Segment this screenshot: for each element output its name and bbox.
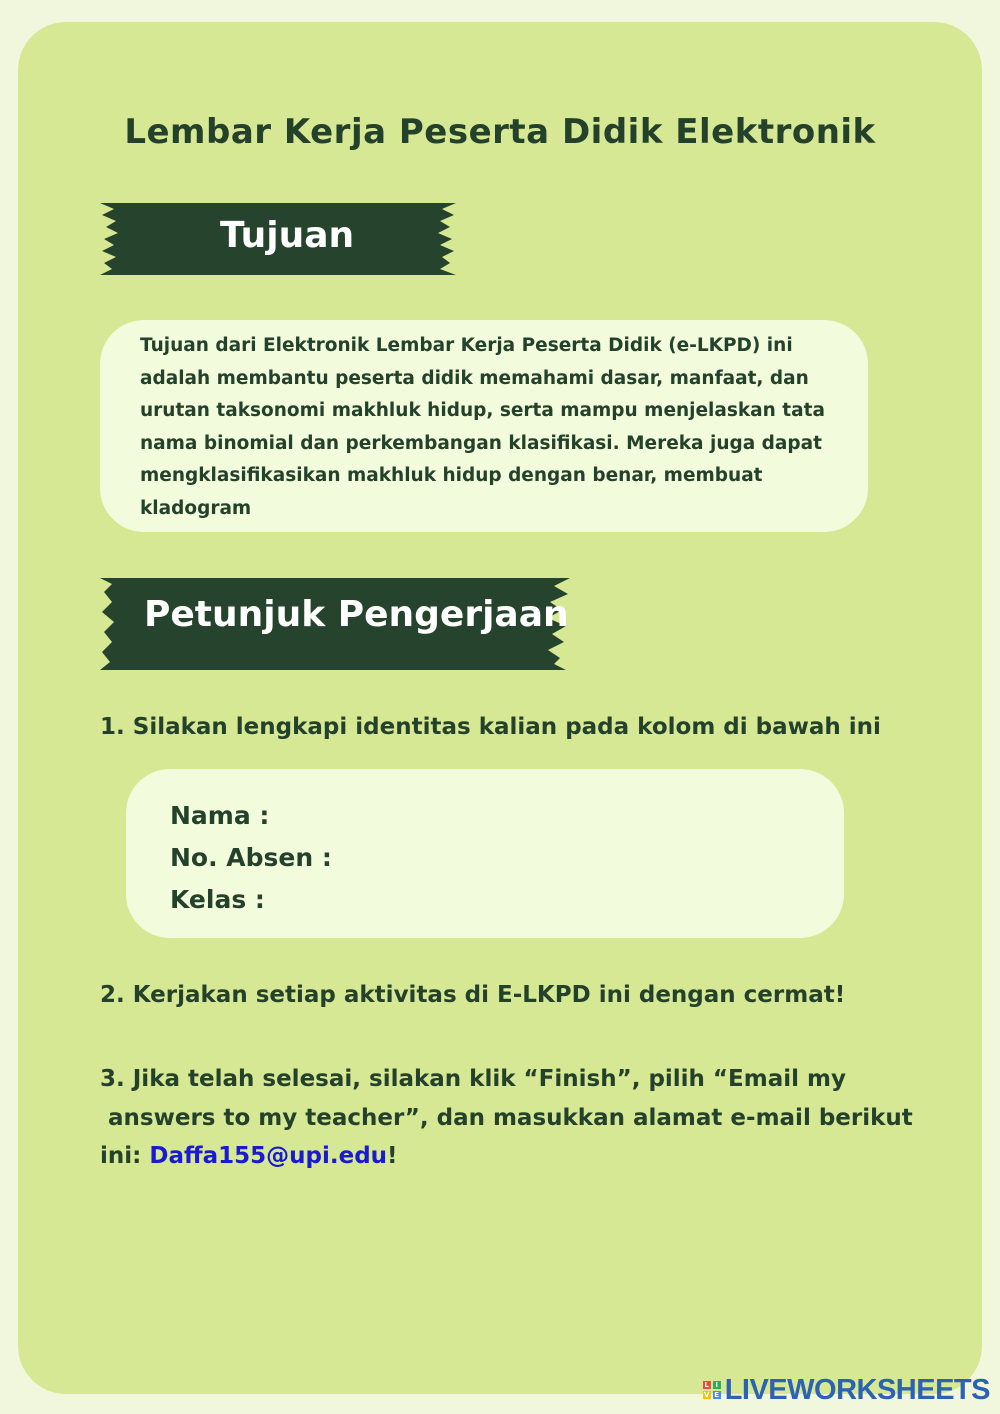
instruction-step-1: 1. Silakan lengkapi identitas kalian pada kolom di bawah ini bbox=[100, 714, 881, 740]
step3-line3 bbox=[100, 1137, 913, 1176]
logo-letter: I bbox=[713, 1381, 721, 1389]
goal-text-box bbox=[100, 320, 868, 532]
instruction-step-2: 2. Kerjakan setiap aktivitas di E-LKPD ini dengan cermat! bbox=[100, 982, 846, 1008]
teacher-email: Daffa155@upi.edu bbox=[149, 1143, 388, 1169]
instruction-step-3 bbox=[100, 1060, 913, 1176]
liveworksheets-logo bbox=[703, 1374, 990, 1406]
goal-heading: Tujuan bbox=[220, 215, 355, 256]
instructions-banner bbox=[100, 578, 572, 670]
step3-line2: answers to my teacher”, dan masukkan alamat e-mail berikut bbox=[100, 1104, 913, 1131]
instructions-heading: Petunjuk Pengerjaan bbox=[144, 594, 569, 635]
class-label: Kelas : bbox=[170, 885, 265, 914]
brand-name: LIVEWORKSHEETS bbox=[724, 1373, 990, 1406]
logo-letter: V bbox=[703, 1391, 710, 1399]
page-title: Lembar Kerja Peserta Didik Elektronik bbox=[124, 112, 876, 152]
step3-line3-prefix: ini: bbox=[100, 1143, 150, 1169]
logo-grid-icon bbox=[703, 1381, 721, 1399]
step3-line3-suffix: ! bbox=[387, 1143, 398, 1169]
goal-banner bbox=[100, 203, 458, 275]
step3-line1: 3. Jika telah selesai, silakan klik “Finish”, pilih “Email my bbox=[100, 1066, 846, 1092]
goal-text: Tujuan dari Elektronik Lembar Kerja Peserta Didik (e-LKPD) ini adalah membantu peserta didik memahami dasar, manfaat, dan urutan taksonomi makhluk hidup, serta mampu menjelaskan tata nama binomial dan perkembangan klasifikasi. Mereka juga dapat mengklasifikasikan makhluk hidup dengan benar, membuat kladogram bbox=[140, 335, 825, 519]
logo-letter: E bbox=[714, 1391, 720, 1399]
absen-label: No. Absen : bbox=[170, 843, 332, 872]
identity-box bbox=[126, 769, 844, 938]
logo-letter: L bbox=[704, 1381, 709, 1389]
name-label: Nama : bbox=[170, 801, 270, 830]
